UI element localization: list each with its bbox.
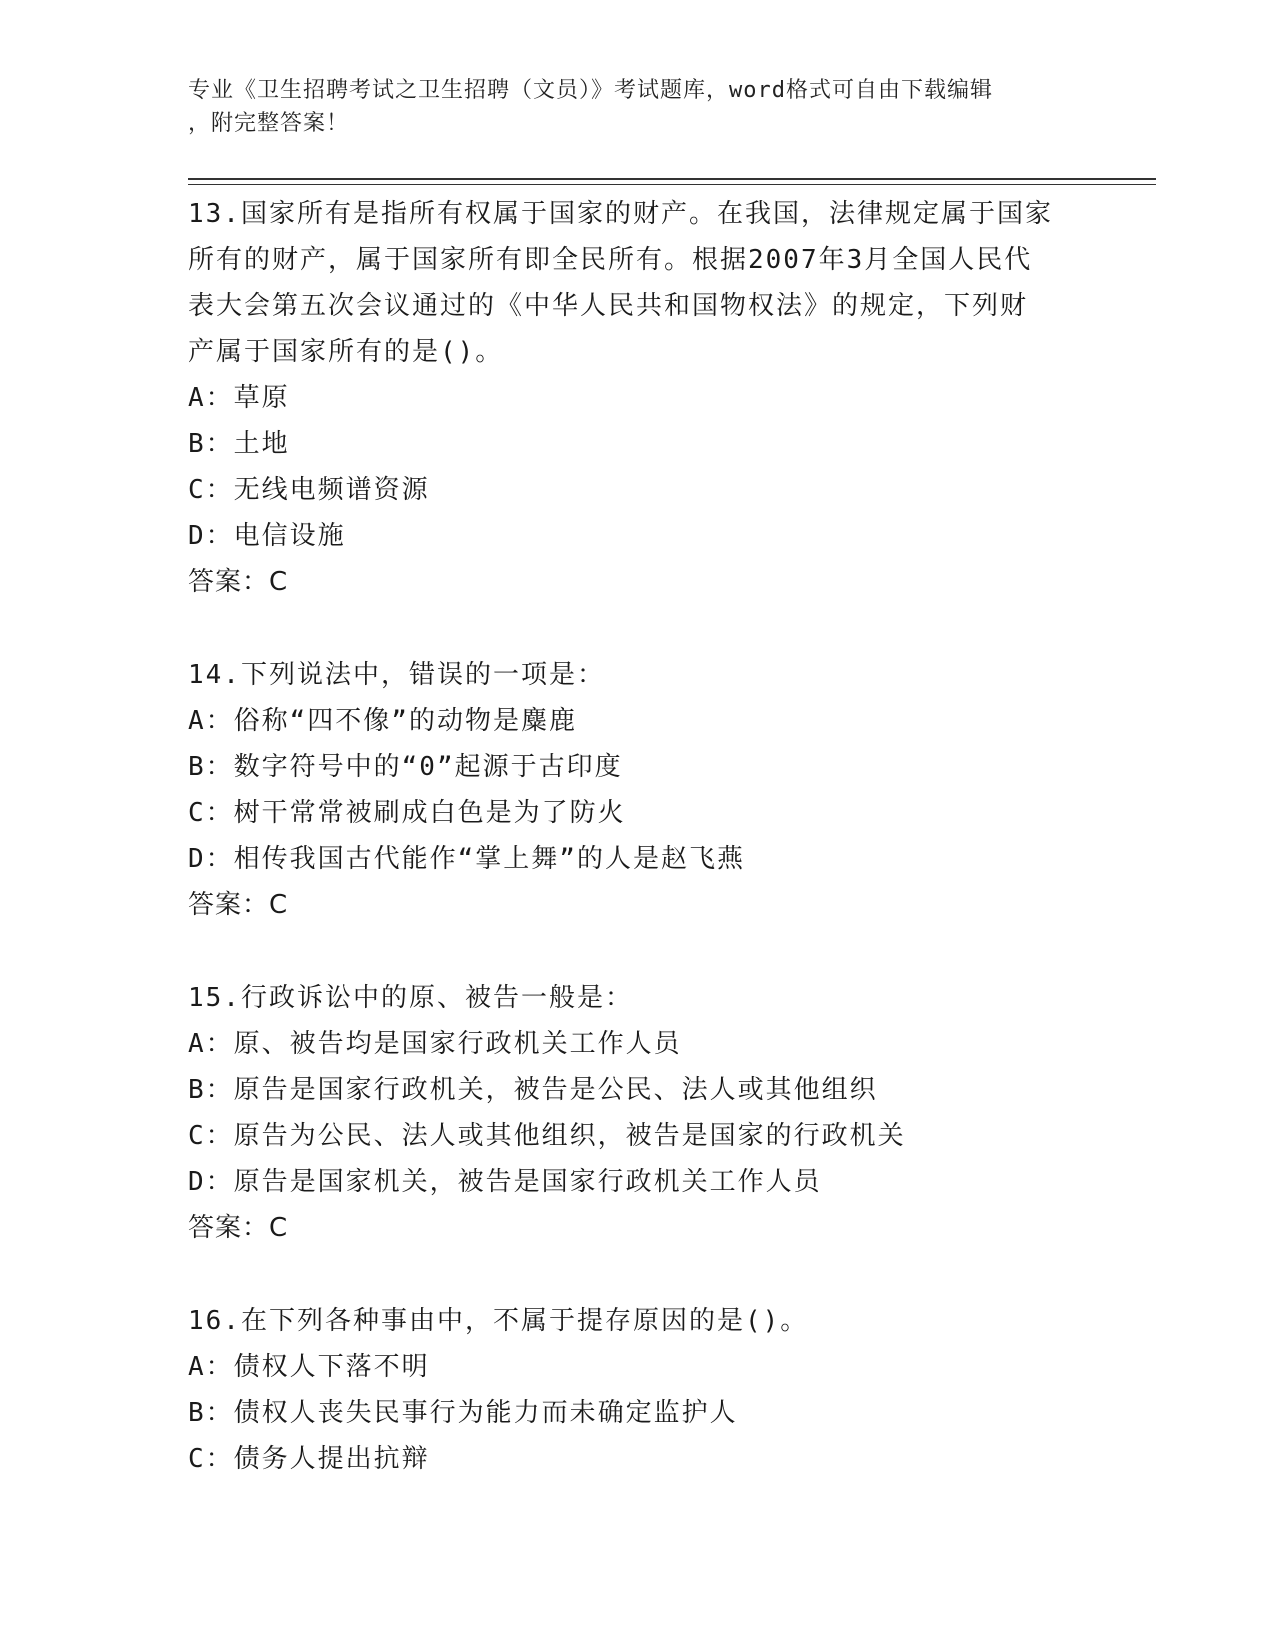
question-option: D：相传我国古代能作“掌上舞”的人是赵飞燕 [188, 844, 745, 874]
header-divider-thick [188, 178, 1156, 180]
document-header [188, 74, 1068, 140]
question-stem-line: 产属于国家所有的是()。 [188, 337, 504, 367]
question-option: D：原告是国家机关，被告是国家行政机关工作人员 [188, 1167, 822, 1197]
question-option: A：俗称“四不像”的动物是麋鹿 [188, 706, 577, 736]
header-divider-thin [188, 184, 1156, 185]
question-stem-line: 16.在下列各种事由中，不属于提存原因的是()。 [188, 1306, 809, 1336]
question-block [188, 975, 1088, 1251]
question-stem-line: 所有的财产，属于国家所有即全民所有。根据2007年3月全国人民代 [188, 245, 1033, 275]
question-option: A：原、被告均是国家行政机关工作人员 [188, 1029, 682, 1059]
question-option: B：债权人丧失民事行为能力而未确定监护人 [188, 1398, 738, 1428]
question-answer: 答案：C [188, 890, 289, 920]
question-block [188, 191, 1088, 605]
question-option: A：债权人下落不明 [188, 1352, 430, 1382]
question-list [188, 191, 1088, 1529]
question-stem-line: 13.国家所有是指所有权属于国家的财产。在我国，法律规定属于国家 [188, 199, 1053, 229]
question-stem-line: 14.下列说法中，错误的一项是： [188, 660, 605, 690]
question-option: B：原告是国家行政机关，被告是公民、法人或其他组织 [188, 1075, 878, 1105]
header-line-1: 专业《卫生招聘考试之卫生招聘（文员）》考试题库，word格式可自由下载编辑 [188, 78, 993, 103]
question-block [188, 1298, 1088, 1482]
question-stem-line: 表大会第五次会议通过的《中华人民共和国物权法》的规定，下列财 [188, 291, 1029, 321]
question-block [188, 652, 1088, 928]
question-answer: 答案：C [188, 567, 289, 597]
question-option: C：原告为公民、法人或其他组织，被告是国家的行政机关 [188, 1121, 906, 1151]
question-option: C：无线电频谱资源 [188, 475, 430, 505]
question-option: A：草原 [188, 383, 290, 413]
question-option: B：数字符号中的“0”起源于古印度 [188, 752, 623, 782]
header-line-2: ，附完整答案！ [188, 111, 350, 136]
question-option: C：债务人提出抗辩 [188, 1444, 430, 1474]
question-option: C：树干常常被刷成白色是为了防火 [188, 798, 626, 828]
question-answer: 答案：C [188, 1213, 289, 1243]
question-option: B：土地 [188, 429, 290, 459]
question-option: D：电信设施 [188, 521, 346, 551]
question-stem-line: 15.行政诉讼中的原、被告一般是： [188, 983, 633, 1013]
